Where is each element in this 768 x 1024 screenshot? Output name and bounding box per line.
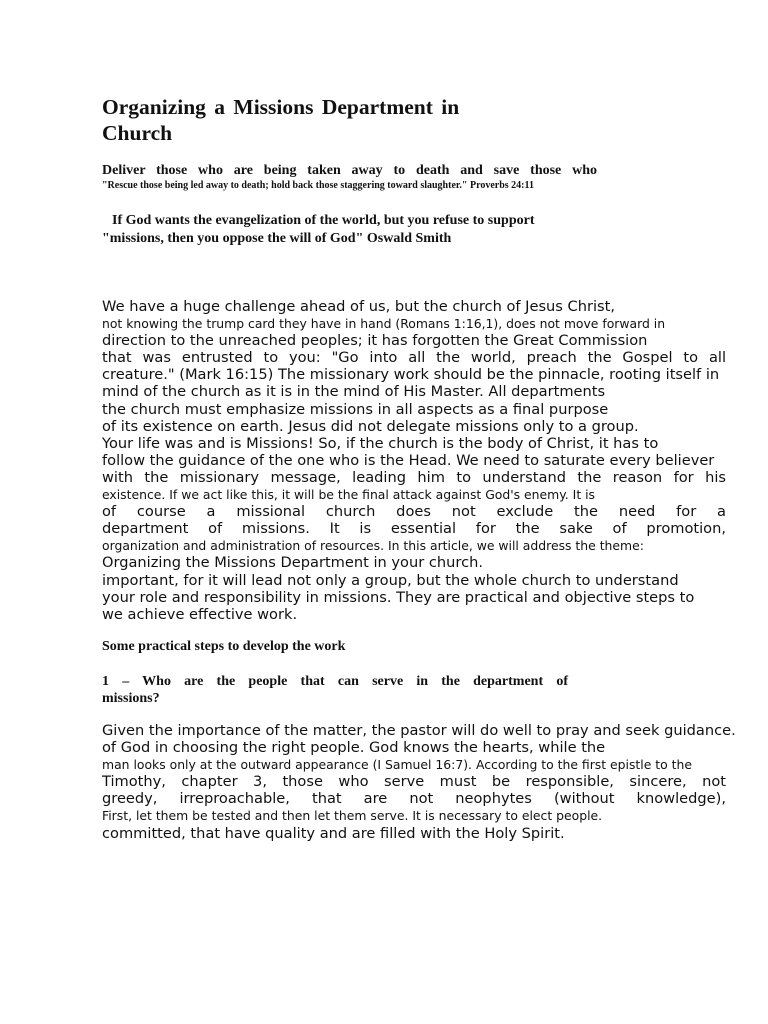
- step-heading: [102, 673, 568, 707]
- quote-line: "missions, then you oppose the will of God" Oswald Smith: [102, 231, 452, 246]
- step-heading-line: 1 – Who are the people that can serve in the department of: [102, 674, 568, 689]
- text-line: with the missionary message, leading him to understand the reason for his: [102, 468, 726, 486]
- text-line: of its existence on earth. Jesus did not delegate missions only to a group.: [102, 417, 639, 435]
- epigraph-citation: "Rescue those being led away to death; hold back those staggering toward slaughter." Proverbs 24:11: [102, 180, 534, 191]
- text-line: greedy, irreproachable, that are not neophytes (without knowledge),: [102, 790, 726, 808]
- opening-quote: [102, 212, 572, 248]
- text-line: man looks only at the outward appearance (I Samuel 16:7). According to the first epistle to the: [102, 757, 693, 773]
- text-line: we achieve effective work.: [102, 605, 298, 623]
- text-line: organization and administration of resources. In this article, we will address the theme:: [102, 538, 644, 554]
- text-line: not knowing the trump card they have in hand (Romans 1:16,1), does not move forward in: [102, 316, 666, 332]
- text-line: Organizing the Missions Department in your church.: [102, 554, 483, 572]
- text-line: committed, that have quality and are filled with the Holy Spirit.: [102, 824, 565, 842]
- step-heading-line: missions?: [102, 691, 160, 706]
- quote-line: If God wants the evangelization of the world, but you refuse to support: [112, 213, 535, 228]
- text-line: of course a missional church does not exclude the need for a: [102, 503, 726, 521]
- text-line: We have a huge challenge ahead of us, but the church of Jesus Christ,: [102, 298, 616, 315]
- text-line: department of missions. It is essential for the sake of promotion,: [102, 520, 726, 538]
- page-title: [102, 94, 522, 146]
- text-line: follow the guidance of the one who is the Head. We need to saturate every believer: [102, 451, 715, 469]
- section-heading: Some practical steps to develop the work: [102, 639, 346, 654]
- epigraph: [102, 162, 597, 192]
- paragraph-step-one: [102, 722, 736, 842]
- text-line: First, let them be tested and then let them serve. It is necessary to elect people.: [102, 808, 603, 824]
- text-line: creature." (Mark 16:15) The missionary work should be the pinnacle, rooting itself in: [102, 366, 720, 384]
- epigraph-text: Deliver those who are being taken away to death and save those who: [102, 163, 597, 178]
- title-line: Organizing a Missions Department in: [102, 95, 460, 119]
- text-line: Your life was and is Missions! So, if the church is the body of Christ, it has to: [102, 434, 659, 452]
- text-line: the church must emphasize missions in all aspects as a final purpose: [102, 400, 609, 418]
- text-line: important, for it will lead not only a group, but the whole church to understand: [102, 571, 679, 589]
- paragraph-intro: [102, 298, 726, 623]
- text-line: mind of the church as it is in the mind of His Master. All departments: [102, 383, 606, 401]
- text-line: direction to the unreached peoples; it has forgotten the Great Commission: [102, 332, 648, 350]
- text-line: your role and responsibility in missions. They are practical and objective steps to: [102, 588, 695, 606]
- text-line: Given the importance of the matter, the pastor will do well to pray and seek guidance.: [102, 722, 736, 739]
- text-line: of God in choosing the right people. God knows the hearts, while the: [102, 739, 606, 757]
- text-line: Timothy, chapter 3, those who serve must be responsible, sincere, not: [102, 773, 726, 791]
- text-line: existence. If we act like this, it will be the final attack against God's enemy. It is: [102, 487, 596, 503]
- title-line: Church: [102, 121, 173, 145]
- text-line: that was entrusted to you: "Go into all the world, preach the Gospel to all: [102, 349, 726, 367]
